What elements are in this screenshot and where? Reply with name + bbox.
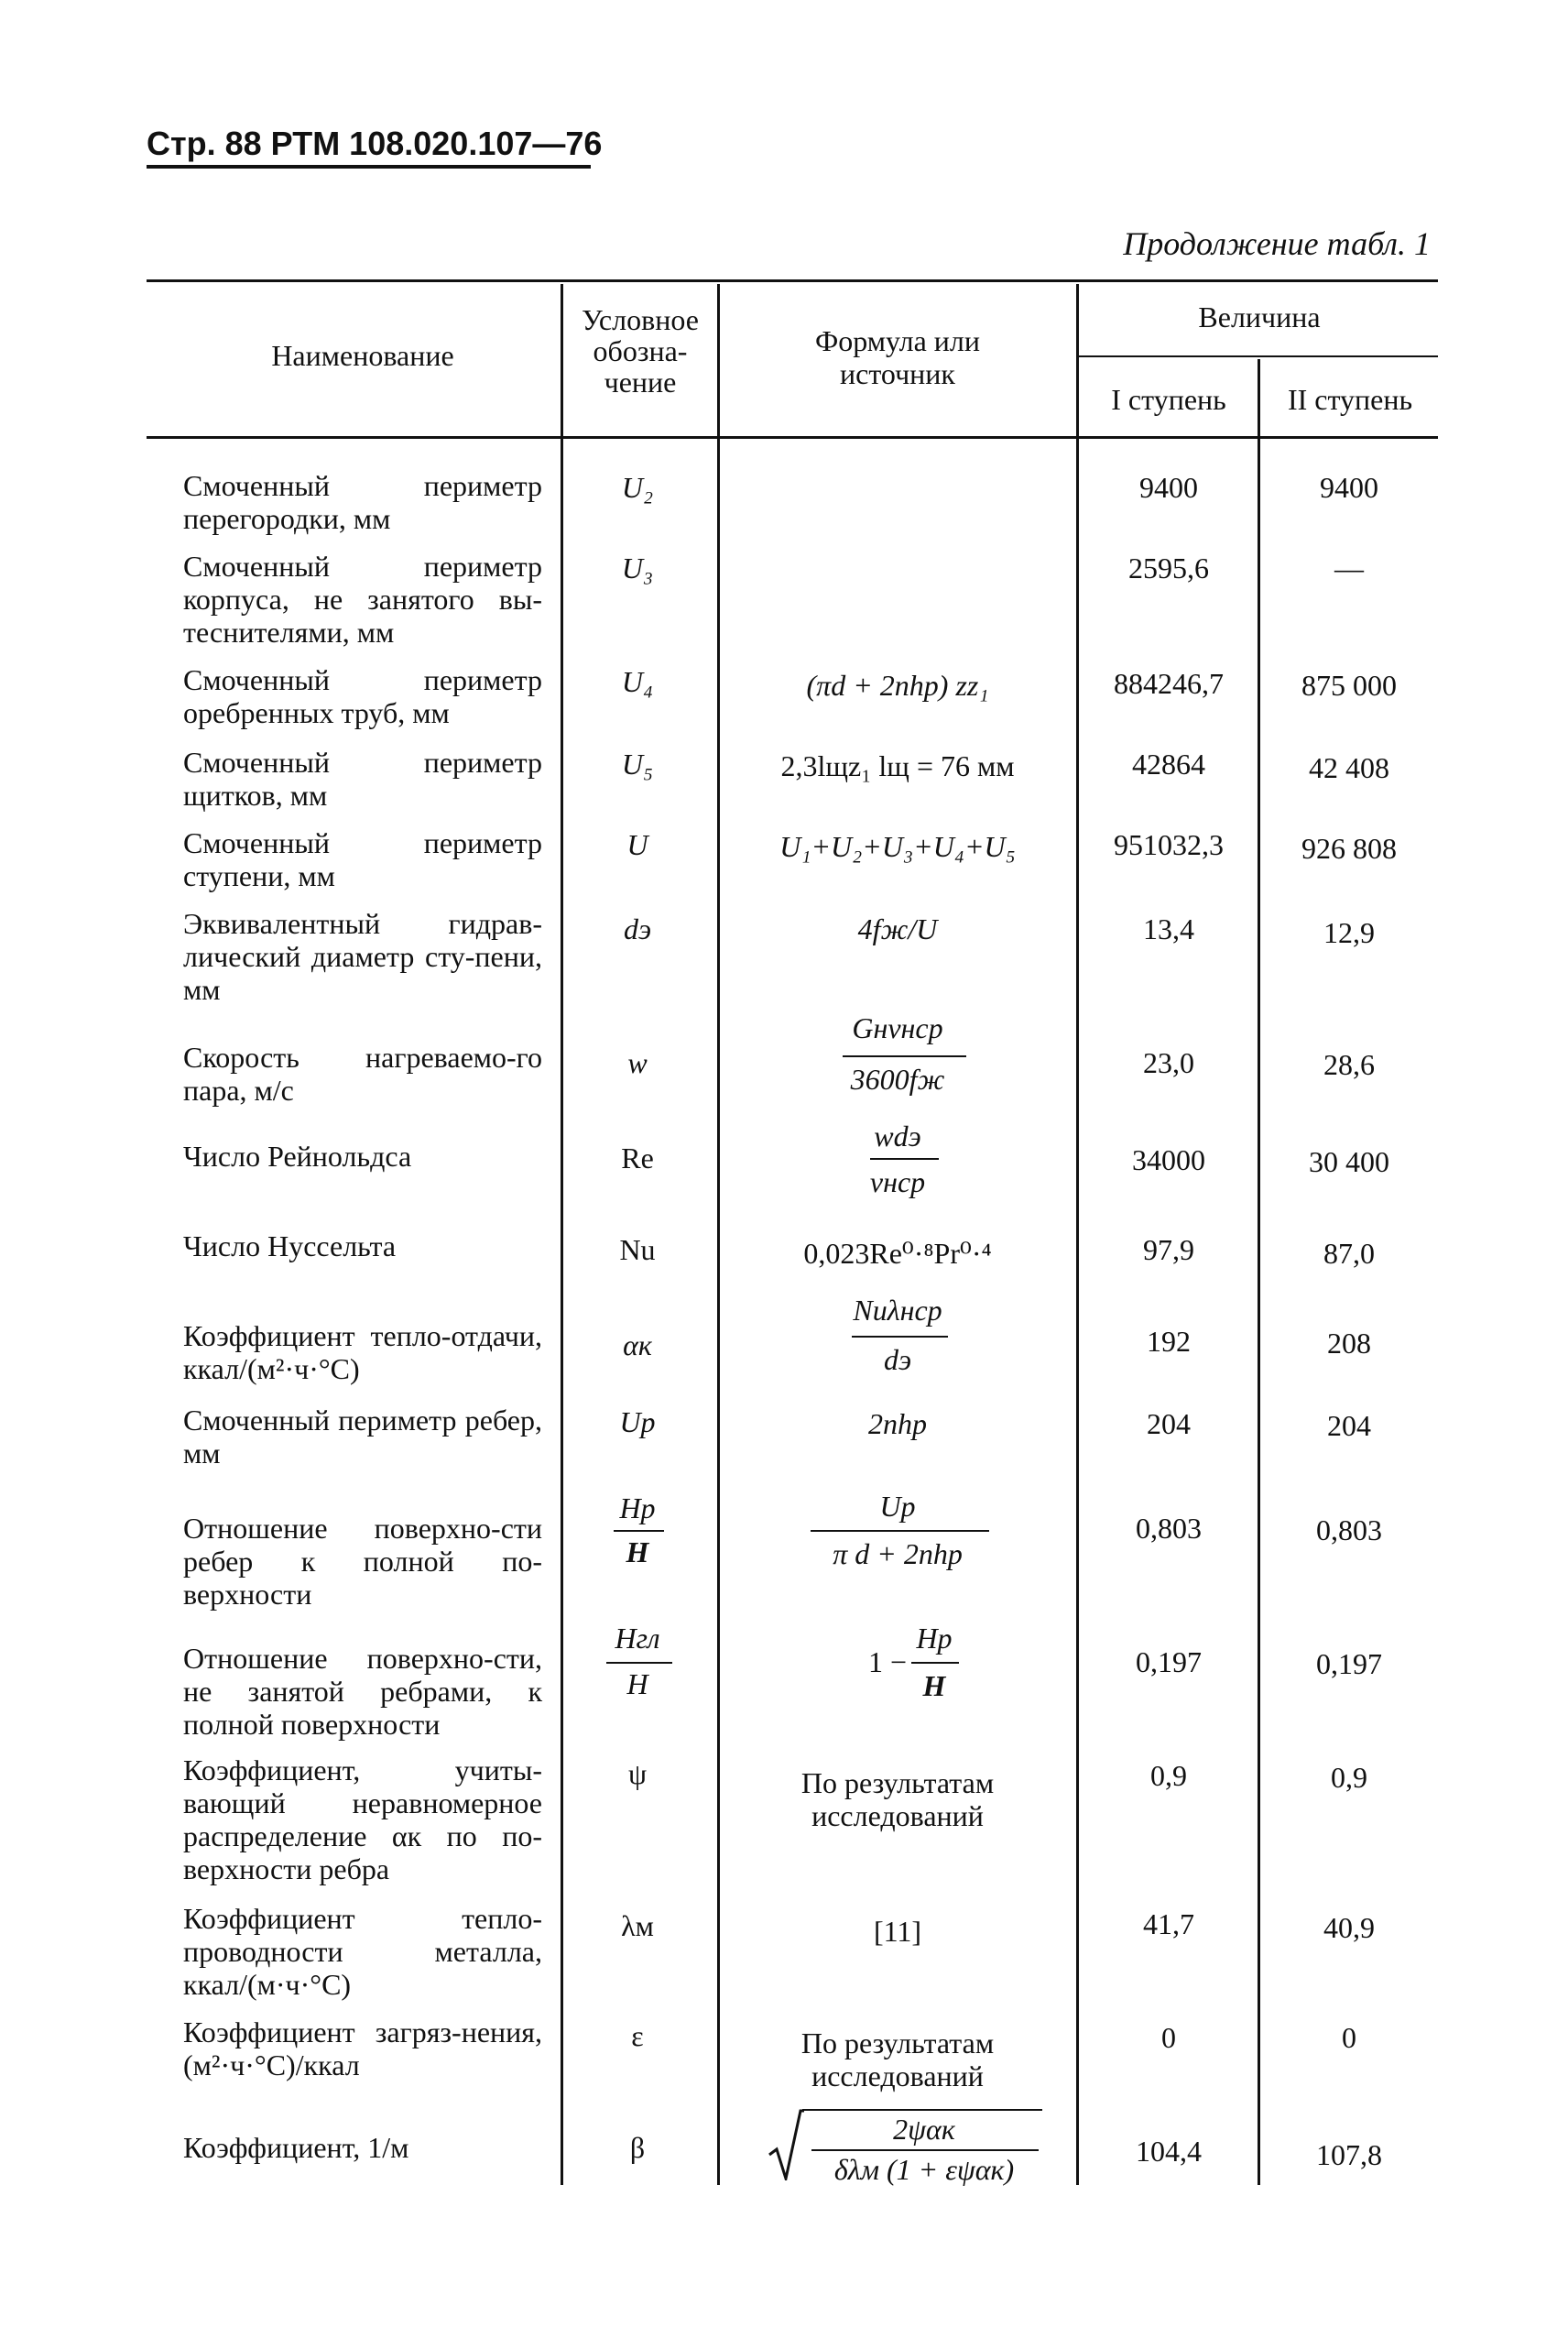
row-stage1-value: 34000	[1132, 1143, 1205, 1176]
row-symbol-denominator: H	[626, 1535, 649, 1568]
row-formula: 2,3lщz₁ lщ = 76 мм	[780, 749, 1015, 782]
row-stage2-value: 204	[1327, 1409, 1371, 1442]
row-formula-numerator: Nuλнср	[853, 1294, 942, 1327]
radical-overline	[802, 2109, 1042, 2111]
row-name: Смоченный периметр щитков, мм	[183, 746, 542, 812]
row-name: Число Рейнольдса	[183, 1140, 412, 1173]
row-name: Смоченный периметр оребренных труб, мм	[183, 663, 542, 729]
row-formula-denominator: 3600fж	[850, 1063, 945, 1096]
column-header-stage2: II ступень	[1287, 383, 1413, 416]
fraction-bar	[606, 1662, 672, 1664]
row-symbol: U₄	[621, 665, 654, 698]
column-divider	[1258, 359, 1260, 2185]
row-symbol: β	[629, 2131, 646, 2164]
row-stage2-value: 208	[1327, 1327, 1371, 1360]
row-stage2-value: 12,9	[1323, 916, 1375, 949]
row-name: Смоченный периметр перегородки, мм	[183, 469, 542, 535]
row-stage1-value: 884246,7	[1114, 667, 1224, 700]
row-stage2-value: 0,803	[1316, 1513, 1382, 1546]
row-stage1-value: 204	[1147, 1407, 1191, 1440]
row-symbol: w	[627, 1046, 648, 1079]
square-root-sign	[768, 2107, 804, 2180]
row-formula-prefix: 1 −	[867, 1645, 907, 1678]
column-divider	[717, 284, 720, 2185]
row-formula-denominator: H	[922, 1669, 946, 1702]
row-name: Коэффициент, учиты-вающий неравномерное распределение αк по по-верхности ребра	[183, 1753, 542, 1885]
row-symbol: Nu	[619, 1233, 656, 1266]
row-name: Число Нуссельта	[183, 1229, 397, 1262]
column-header-stage1: I ступень	[1111, 383, 1226, 416]
row-symbol-numerator: Hгл	[615, 1622, 660, 1655]
row-stage2-value: 42 408	[1309, 751, 1389, 784]
row-name: Смоченный периметр ступени, мм	[183, 826, 542, 892]
column-header-value: Величина	[1198, 300, 1321, 333]
row-symbol: U₅	[621, 748, 654, 781]
row-name: Коэффициент загряз-нения, (м²·ч·°С)/ккал	[183, 2016, 542, 2081]
row-symbol: ε	[631, 2019, 644, 2052]
row-stage2-value: 87,0	[1323, 1237, 1375, 1270]
fraction-bar	[911, 1662, 959, 1664]
row-stage1-value: 23,0	[1143, 1046, 1194, 1079]
row-name: Коэффициент, 1/м	[183, 2131, 409, 2164]
row-stage1-value: 0,197	[1136, 1645, 1202, 1678]
row-formula: По результатам исследований	[800, 1766, 995, 1832]
row-stage2-value: 0,9	[1331, 1761, 1367, 1794]
row-name: Отношение поверхно-сти, не занятой ребрами, к полной поверхности	[183, 1642, 542, 1741]
row-symbol: U	[626, 828, 648, 861]
row-stage2-value: 107,8	[1316, 2138, 1382, 2171]
row-stage2-value: 28,6	[1323, 1048, 1375, 1081]
fraction-bar	[614, 1530, 664, 1532]
row-name: Скорость нагреваемо-го пара, м/с	[183, 1041, 542, 1107]
row-stage2-value: 875 000	[1301, 669, 1397, 702]
row-formula: [11]	[873, 1915, 922, 1948]
row-stage1-value: 192	[1147, 1325, 1191, 1358]
row-stage2-value: 30 400	[1309, 1145, 1389, 1178]
table-continuation-label: Продолжение табл. 1	[1123, 225, 1431, 262]
row-stage2-value: 0	[1342, 2021, 1356, 2054]
row-name: Смоченный периметр корпуса, не занятого вы-теснителями, мм	[183, 550, 542, 649]
table-header-bottom-rule	[147, 436, 1438, 439]
row-formula: 0,023Re⁰·⁸Pr⁰·⁴	[803, 1237, 992, 1270]
row-formula: По результатам исследований	[800, 2027, 995, 2092]
header-underline	[147, 165, 591, 169]
row-stage1-value: 42864	[1132, 748, 1205, 781]
row-name: Коэффициент тепло-проводности металла, ккал/(м·ч·°С)	[183, 1902, 542, 2001]
row-symbol: ψ	[627, 1757, 648, 1790]
row-stage2-value: 9400	[1320, 471, 1378, 504]
row-symbol: U₂	[621, 471, 654, 504]
column-header-formula: Формула или источник	[814, 324, 981, 390]
row-stage1-value: 0,803	[1136, 1512, 1202, 1545]
fraction-bar	[811, 1530, 989, 1532]
row-symbol: Uр	[619, 1405, 656, 1438]
row-stage2-value: 40,9	[1323, 1911, 1375, 1944]
row-stage2-value: 0,197	[1316, 1647, 1382, 1680]
row-stage1-value: 0,9	[1150, 1759, 1187, 1792]
row-formula-numerator: 2ψαк	[893, 2113, 955, 2146]
row-formula: 2nhр	[868, 1407, 927, 1440]
column-divider	[1076, 284, 1079, 2185]
row-formula-denominator: π d + 2nhр	[833, 1537, 963, 1570]
row-formula: (πd + 2nhр) zz₁	[806, 669, 989, 702]
row-stage1-value: 0	[1161, 2021, 1176, 2054]
row-formula-numerator: wdэ	[874, 1120, 921, 1153]
table-top-rule	[147, 279, 1438, 282]
value-header-rule	[1076, 355, 1438, 357]
row-stage1-value: 97,9	[1143, 1233, 1194, 1266]
row-stage1-value: 13,4	[1143, 912, 1194, 945]
row-name: Эквивалентный гидрав-лический диаметр сту-пени, мм	[183, 907, 542, 1006]
page-reference: Стр. 88 РТМ 108.020.107—76	[147, 125, 603, 162]
row-stage1-value: 2595,6	[1128, 552, 1209, 584]
row-stage1-value: 951032,3	[1114, 828, 1224, 861]
row-formula-numerator: Hр	[916, 1622, 953, 1655]
row-symbol: Re	[621, 1142, 654, 1174]
row-stage1-value: 41,7	[1143, 1907, 1194, 1940]
row-formula: U₁+U₂+U₃+U₄+U₅	[779, 830, 1016, 863]
row-formula-denominator: δλм (1 + εψαк)	[833, 2153, 1015, 2186]
row-symbol: αк	[623, 1328, 652, 1361]
row-symbol: dэ	[623, 912, 652, 945]
column-header-name: Наименование	[271, 339, 454, 372]
row-formula-numerator: Uр	[879, 1490, 916, 1523]
row-formula-denominator: νнср	[869, 1165, 926, 1198]
row-stage2-value: —	[1334, 552, 1364, 584]
row-symbol: λм	[621, 1909, 654, 1942]
row-symbol-numerator: Hр	[619, 1491, 656, 1524]
fraction-bar	[843, 1055, 966, 1057]
row-stage2-value: 926 808	[1301, 832, 1397, 865]
fraction-bar	[870, 1158, 939, 1160]
row-symbol-denominator: H	[626, 1667, 648, 1700]
fraction-bar	[852, 1336, 948, 1338]
column-header-symbol: Условное обозна-чение	[582, 303, 699, 399]
row-name: Отношение поверхно-сти ребер к полной по-верхности	[183, 1512, 542, 1611]
row-stage1-value: 104,4	[1136, 2135, 1202, 2168]
row-formula-numerator: Gнvнср	[852, 1011, 943, 1044]
row-stage1-value: 9400	[1139, 471, 1198, 504]
row-formula-denominator: dэ	[883, 1343, 912, 1376]
row-formula: 4fж/U	[857, 912, 938, 945]
fraction-bar	[811, 2149, 1039, 2151]
row-name: Коэффициент тепло-отдачи, ккал/(м²·ч·°С)	[183, 1319, 542, 1385]
row-name: Смоченный периметр ребер, мм	[183, 1404, 542, 1469]
row-symbol: U₃	[621, 552, 654, 584]
